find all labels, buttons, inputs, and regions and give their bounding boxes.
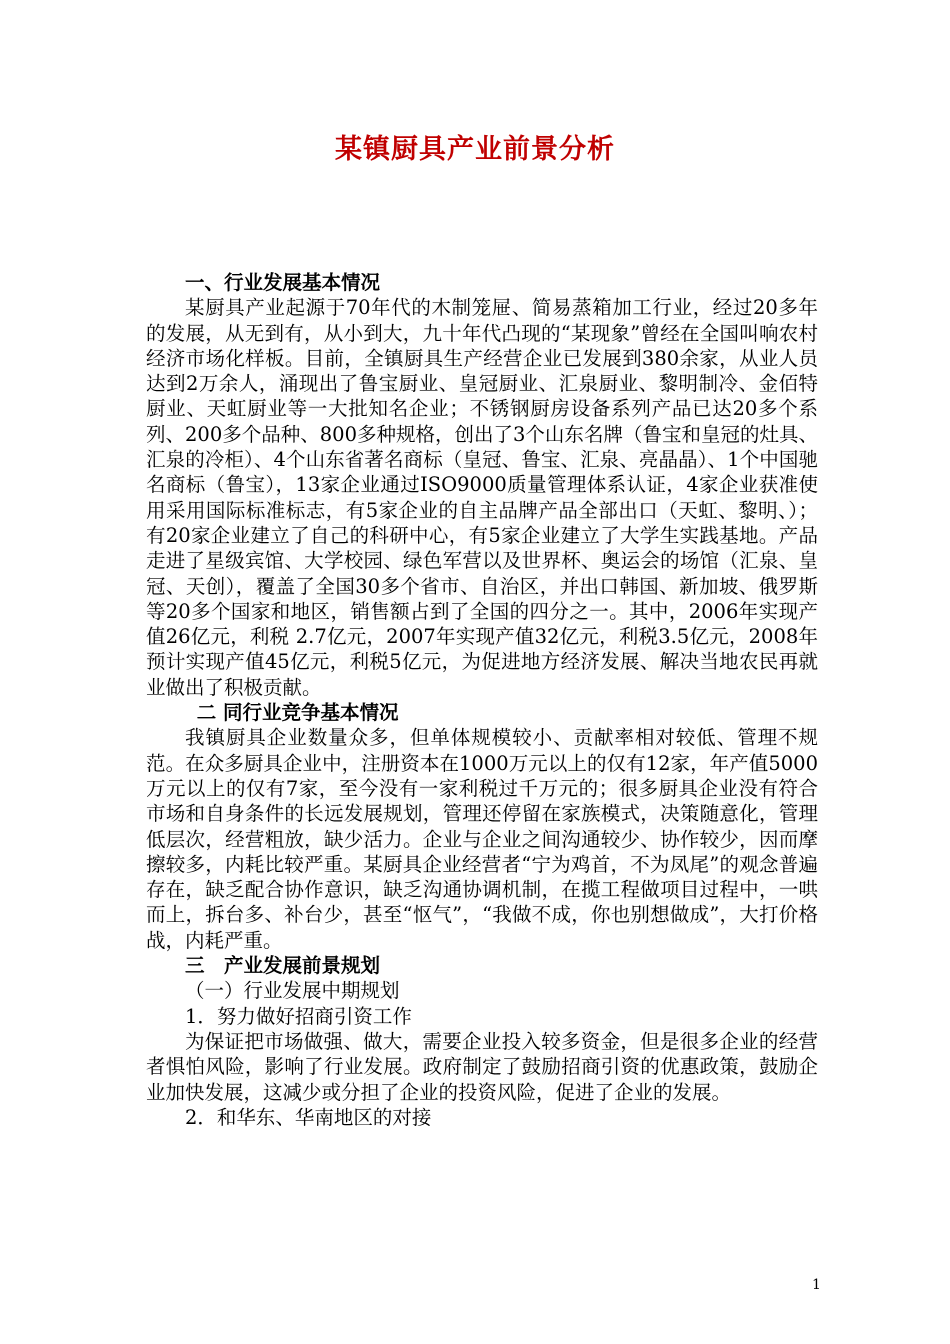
section-heading-1: 一、行业发展基本情况 [185,271,381,294]
document-body [146,270,818,1130]
list-item-heading-1: 1．努力做好招商引资工作 [185,1004,412,1028]
section-heading-3: 三 产业发展前景规划 [185,954,381,978]
subsection-heading: （一）行业发展中期规划 [185,979,400,1003]
section-paragraph-1: 某厨具产业起源于70年代的木制笼屉、简易蒸箱加工行业，经过20多年的发展，从无到有，从小到大，九十年代凸现的“某现象”曾经在全国叫响农村经济市场化样板。目前，全镇厨具生产经营企业已发展到380余家，从业人员达到2万余人，涌现出了鲁宝厨业、皇冠厨业、汇泉厨业、黎明制冷、金佰特厨业、天虹厨业等一大批知名企业；不锈钢厨房设备系列产品已达20多个系列、200多个品种、800多种规格，创出了3个山东名牌（鲁宝和皇冠的灶具、汇泉的冷柜）、4个山东省著名商标（皇冠、鲁宝、汇泉、亮晶晶）、1个中国驰名商标（鲁宝），13家企业通过ISO9000质量管理体系认证，4家企业获准使用采用国际标准标志，有5家企业的自主品牌产品全部出口（天虹、黎明、）；有20家企业建立了自己的科研中心，有5家企业建立了大学生实践基地。产品走进了星级宾馆、大学校园、绿色军营以及世界杯、奥运会的场馆（汇泉、皇冠、天创），覆盖了全国30多个省市、自治区，并出口韩国、新加坡、俄罗斯等20多个国家和地区，销售额占到了全国的四分之一。其中，2006年实现产值26亿元，利税 2.7亿元，2007年实现产值32亿元，利税3.5亿元，2008年预计实现产值45亿元，利税5亿元，为促进地方经济发展、解决当地农民再就业做出了积极贡献。 [146,296,818,699]
list-item-heading-2: 2．和华东、华南地区的对接 [185,1105,432,1129]
document-title: 某镇厨具产业前景分析 [335,134,615,165]
list-item-paragraph-1: 为保证把市场做强、做大，需要企业投入较多资金，但是很多企业的经营者惧怕风险，影响了行业发展。政府制定了鼓励招商引资的优惠政策，鼓励企业加快发展，这减少或分担了企业的投资风险，促进了企业的发展。 [146,1029,818,1104]
section-paragraph-2: 我镇厨具企业数量众多，但单体规模较小、贡献率相对较低、管理不规范。在众多厨具企业中，注册资本在1000万元以上的仅有12家，年产值5000万元以上的仅有7家，至今没有一家利税过千万元的；很多厨具企业没有符合市场和自身条件的长远发展规划，管理还停留在家族模式，决策随意化，管理低层次，经营粗放，缺少活力。企业与企业之间沟通较少、协作较少，因而摩擦较多，内耗比较严重。某厨具企业经营者“宁为鸡首，不为凤尾”的观念普遍存在，缺乏配合协作意识，缺乏沟通协调机制，在揽工程做项目过程中，一哄而上，拆台多、补台少，甚至“怄气”，“我做不成，你也别想做成”，大打价格战，内耗严重。 [146,726,818,952]
section-heading-2: 二 同行业竞争基本情况 [196,701,399,725]
page-number: 1 [812,1277,821,1293]
